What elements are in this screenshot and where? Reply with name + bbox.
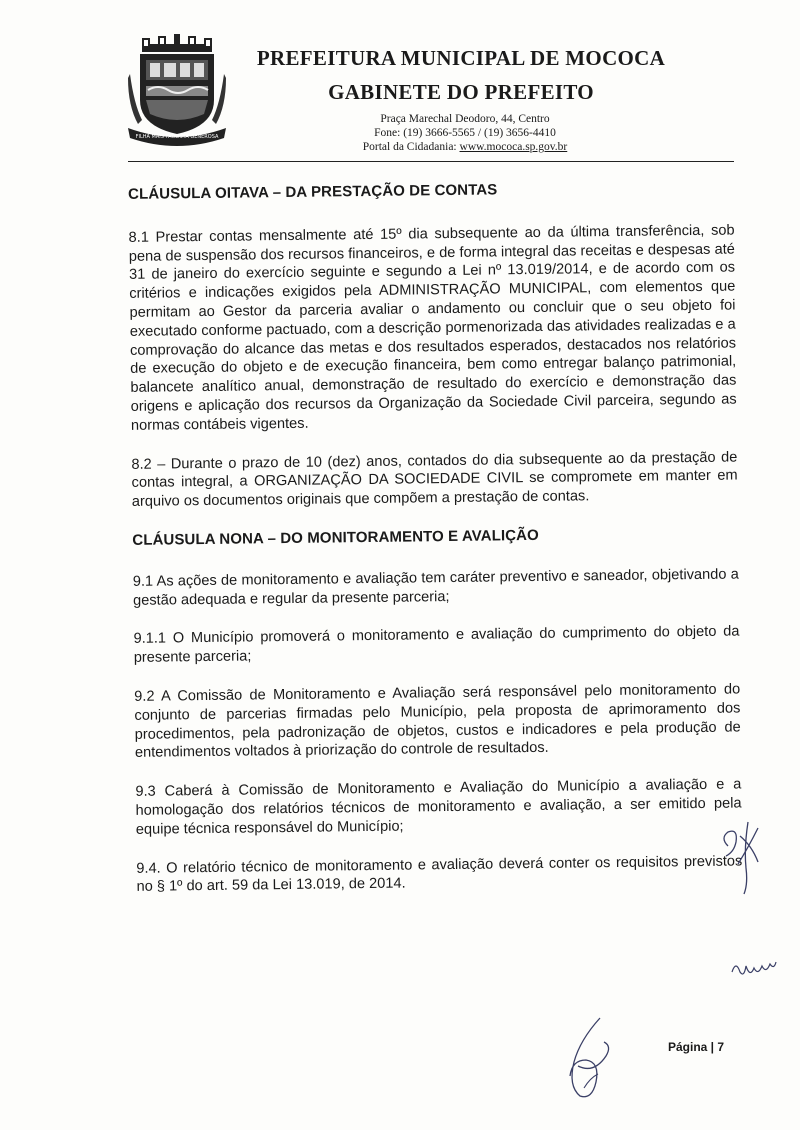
portal-label: Portal da Cidadania: (362, 141, 457, 153)
signature-rubric-bottom (560, 1016, 616, 1100)
signature-initials-margin (718, 818, 768, 896)
header-phone: Fone: (19) 3666-5565 / (19) 3656-4410 (374, 127, 556, 139)
paragraph-9-3: 9.3 Caberá à Comissão de Monitoramento e Avaliação do Município a avaliação e a homologação dos relatórios técnicos de monitoramento e avaliação, a ser emitido pela equipe técnica responsável do Município; (135, 776, 742, 838)
header-divider (128, 161, 734, 162)
header-portal (300, 140, 630, 154)
paragraph-9-1: 9.1 As ações de monitoramento e avaliação tem caráter preventivo e saneador, objetivando a gestão adequada e regular da presente parceria; (132, 566, 739, 609)
paragraph-9-4: 9.4. O relatório técnico de monitoramento e avaliação deverá conter os requisitos previstos no § 1º do art. 59 da Lei 13.019, de 2014. (136, 852, 743, 896)
paragraph-9-2: 9.2 A Comissão de Monitoramento e Avaliação será responsável pelo monitoramento do conjunto de parcerias firmadas pelo Município, pela proposta de aprimoramento dos procedimentos, pela padronização de objetos, custos e indicadores e pela produção de entendimentos voltados à priorização do controle de resultados. (134, 681, 741, 762)
page-number: Página | 7 (668, 1040, 725, 1054)
municipal-crest-icon (128, 34, 226, 146)
header-address: Praça Marechal Deodoro, 44, Centro (380, 113, 550, 125)
header-contact (300, 112, 630, 154)
section-heading-9: CLÁUSULA NONA – DO MONITORAMENTO E AVALIÇÃO (132, 526, 539, 549)
signature-rubric-right (730, 956, 778, 980)
portal-link[interactable]: www.mococa.sp.gov.br (459, 141, 568, 153)
document-body (120, 178, 743, 917)
paragraph-8-1: 8.1 Prestar contas mensalmente até 15º dia subsequente ao da última transferência, sob pena de suspensão dos recursos financeiros, e de forma integral das receitas e despesas até 31 de janeiro do exercício seguinte e segundo a Lei nº 13.019/2014, e de acordo com os critérios e indicações exigidos pela ADMINISTRAÇÃO MUNICIPAL, com elementos que permitam ao Gestor da parceria avaliar o andamento ou concluir que o seu objeto foi executado conforme pactuado, com a descrição pormenorizada das atividades realizadas e a comprovação do alcance das metas e dos resultados esperados, destacados nos relatórios de execução do objeto e de execução financeira, bem como entregar balanço patrimonial, balancete analítico anual, demonstração de resultado do exercício e demonstração das origens e aplicação dos recursos da Organização da Sociedade Civil parceira, segundo as normas contábeis vigentes. (128, 222, 737, 434)
crest-motto: FILHA MAIS PAULISTA GENEROSA (135, 134, 219, 140)
header-subtitle: GABINETE DO PREFEITO (328, 80, 594, 104)
header-title: PREFEITURA MUNICIPAL DE MOCOCA (256, 46, 666, 70)
section-heading-8: CLÁUSULA OITAVA – DA PRESTAÇÃO DE CONTAS (127, 181, 498, 203)
paragraph-9-1-1: 9.1.1 O Município promoverá o monitoramento e avaliação do cumprimento do objeto da presente parceria; (133, 623, 740, 667)
paragraph-8-2: 8.2 – Durante o prazo de 10 (dez) anos, contados do dia subsequente ao da prestação de contas integral, a ORGANIZAÇÃO DA SOCIEDADE CIVIL se compromete em manter em arquivo os documentos originais que compõem a prestação de contas. (131, 449, 738, 511)
